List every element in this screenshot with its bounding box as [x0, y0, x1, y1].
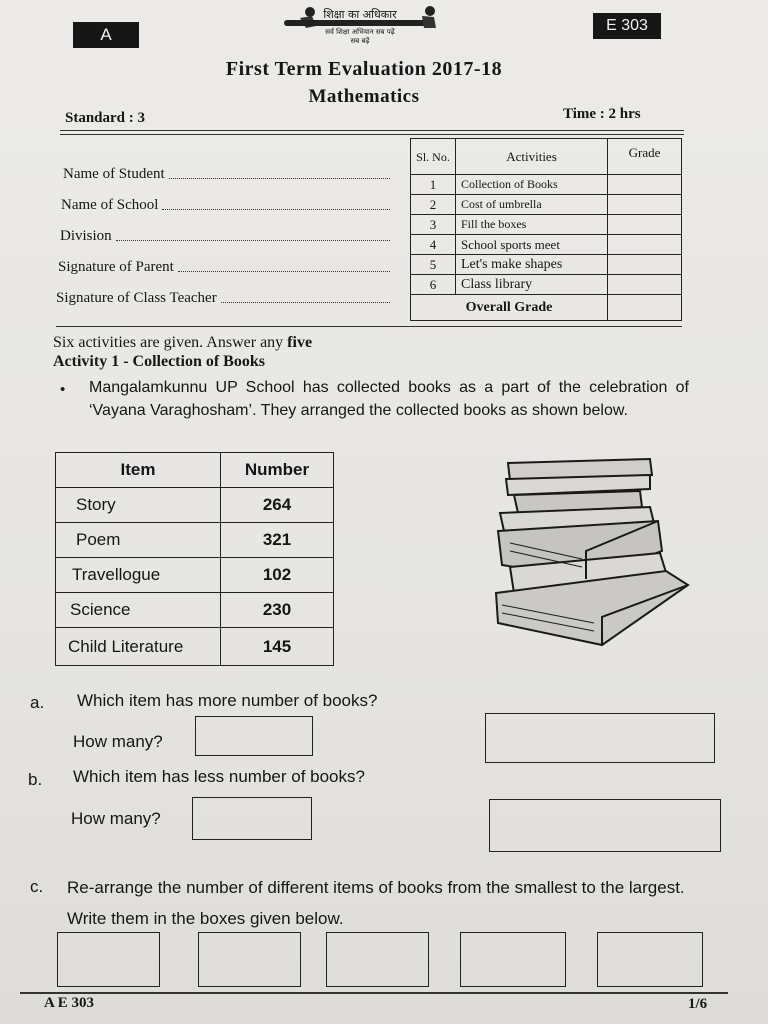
overall-grade-cell[interactable] — [608, 295, 682, 321]
field-division[interactable] — [56, 214, 390, 245]
header-rule-2 — [60, 134, 684, 135]
exam-title: First Term Evaluation 2017-18 — [225, 58, 503, 80]
item-cell: Poem — [56, 523, 221, 558]
overall-grade-label: Overall Grade — [411, 295, 608, 321]
activity-no: 3 — [411, 215, 456, 235]
field-school-name[interactable] — [56, 183, 390, 214]
activity-no: 4 — [411, 235, 456, 255]
field-line[interactable] — [169, 178, 390, 179]
book-stack-icon — [490, 455, 695, 655]
number-cell: 321 — [221, 523, 334, 558]
question-c-text: Re-arrange the number of different items of books from the smallest to the largest. Write them in the boxes given below. — [67, 878, 685, 928]
question-c-label: c. — [30, 877, 44, 896]
activity-row — [411, 255, 682, 275]
logo-subtext: सर्व शिक्षा अभियान सब पढ़ें सब बढ़ें — [325, 28, 395, 45]
field-label: Name of Student — [63, 166, 165, 182]
col-activities: Activities — [456, 139, 608, 175]
activity-grade[interactable] — [608, 195, 682, 215]
order-box-2[interactable] — [198, 932, 301, 987]
standard-label: Standard : 3 — [65, 110, 146, 126]
time-label: Time : 2 hrs — [563, 106, 641, 122]
field-teacher-signature[interactable] — [56, 276, 390, 307]
footer-rule — [20, 992, 728, 994]
set-badge: A — [73, 22, 139, 48]
activity-name: Let's make shapes — [456, 255, 608, 275]
question-b-how-many: How many? — [71, 809, 161, 828]
answer-b-count-box[interactable] — [192, 797, 312, 840]
table-row — [56, 523, 334, 558]
subject-title: Mathematics — [308, 86, 420, 107]
item-cell: Story — [56, 488, 221, 523]
paper-code-badge: E 303 — [593, 13, 661, 39]
field-parent-signature[interactable] — [56, 245, 390, 276]
section-rule — [56, 326, 682, 327]
field-line[interactable] — [221, 302, 390, 303]
col-item: Item — [56, 453, 221, 488]
activity-name: School sports meet — [456, 235, 608, 255]
activity-name: Fill the boxes — [456, 215, 608, 235]
overall-row — [411, 295, 682, 321]
item-cell: Travellogue — [56, 558, 221, 593]
page-number: 1/6 — [688, 996, 708, 1012]
activities-table — [410, 138, 682, 321]
table-row — [56, 628, 334, 666]
activity-no: 6 — [411, 275, 456, 295]
activity-grade[interactable] — [608, 235, 682, 255]
table-row — [56, 488, 334, 523]
activity-grade[interactable] — [608, 215, 682, 235]
question-a-label: a. — [30, 693, 45, 712]
number-cell: 264 — [221, 488, 334, 523]
item-cell: Child Literature — [56, 628, 221, 666]
order-box-5[interactable] — [597, 932, 703, 987]
activity-no: 5 — [411, 255, 456, 275]
order-box-4[interactable] — [460, 932, 566, 987]
table-row — [56, 593, 334, 628]
activity-intro: Mangalamkunnu UP School has collected books as a part of the celebration of ‘Vayana Varaghosham’. They arranged the collected books as shown below. — [89, 379, 689, 419]
question-b-text: Which item has less number of books? — [73, 767, 365, 786]
activity-row — [411, 195, 682, 215]
instruction-emphasis: five — [287, 334, 313, 351]
col-number: Number — [221, 453, 334, 488]
number-cell: 102 — [221, 558, 334, 593]
activity-name: Class library — [456, 275, 608, 295]
field-label: Division — [60, 228, 112, 244]
activity-grade[interactable] — [608, 275, 682, 295]
col-sl-no: Sl. No. — [411, 139, 456, 175]
question-a-how-many: How many? — [73, 732, 163, 751]
activity-no: 2 — [411, 195, 456, 215]
activity-row — [411, 275, 682, 295]
footer-code: A E 303 — [44, 995, 95, 1011]
header-rule — [60, 130, 684, 131]
field-label: Name of School — [61, 197, 159, 213]
field-label: Signature of Parent — [58, 259, 174, 275]
col-grade: Grade — [608, 139, 682, 175]
question-b-label: b. — [28, 770, 43, 789]
activity-row — [411, 235, 682, 255]
field-label: Signature of Class Teacher — [56, 290, 217, 306]
activity-title: Activity 1 - Collection of Books — [53, 353, 265, 370]
number-cell: 145 — [221, 628, 334, 666]
rte-logo — [270, 2, 450, 50]
instruction-text: Six activities are given. Answer any — [53, 334, 288, 351]
answer-b-item-box[interactable] — [489, 799, 721, 852]
logo-text: शिक्षा का अधिकार — [302, 7, 418, 25]
activity-row — [411, 215, 682, 235]
number-cell: 230 — [221, 593, 334, 628]
order-box-1[interactable] — [57, 932, 160, 987]
activity-row — [411, 175, 682, 195]
order-box-3[interactable] — [326, 932, 429, 987]
item-cell: Science — [56, 593, 221, 628]
activity-grade[interactable] — [608, 255, 682, 275]
activity-name: Collection of Books — [456, 175, 608, 195]
instruction-lead — [53, 334, 312, 352]
question-a-text: Which item has more number of books? — [77, 691, 378, 710]
activity-name: Cost of umbrella — [456, 195, 608, 215]
table-row — [56, 558, 334, 593]
activity-no: 1 — [411, 175, 456, 195]
answer-a-count-box[interactable] — [195, 716, 313, 756]
activity-grade[interactable] — [608, 175, 682, 195]
field-student-name[interactable] — [56, 152, 390, 183]
field-line[interactable] — [116, 240, 390, 241]
field-line[interactable] — [162, 209, 390, 210]
field-line[interactable] — [178, 271, 390, 272]
books-table — [55, 452, 334, 666]
bullet-icon: • — [60, 382, 66, 398]
answer-a-item-box[interactable] — [485, 713, 715, 763]
student-fields — [56, 152, 390, 307]
